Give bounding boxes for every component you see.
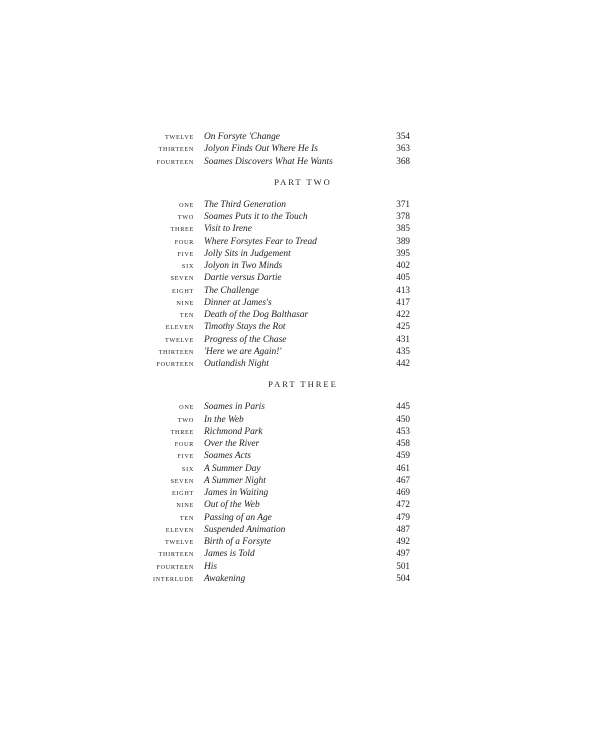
chapter-number: ONE [179,201,194,209]
chapter-number: THIRTEEN [158,146,194,154]
toc-entry[interactable] [150,357,410,369]
chapter-title: Death of the Dog Balthasar [204,310,309,320]
chapter-number: TWO [177,214,194,221]
toc-entry[interactable] [150,271,410,283]
toc-entry[interactable] [150,474,410,486]
chapter-title: Timothy Stays the Rot [204,322,286,333]
toc-entry[interactable] [150,523,410,535]
chapter-number: TEN [179,312,194,319]
toc-entry[interactable] [150,210,410,222]
chapter-title: Soames Discovers What He Wants [204,156,333,167]
chapter-title: Progress of the Chase [204,334,287,345]
toc-entry[interactable] [150,498,410,510]
page-number: 504 [396,572,410,583]
chapter-number: ELEVEN [165,324,194,332]
chapter-title: Birth of a Forsyte [204,537,271,547]
chapter-number: FOUR [174,441,194,448]
toc-entry[interactable] [150,400,410,412]
chapter-number: THREE [170,226,194,234]
page-number: 425 [396,321,410,332]
toc-section-continued [150,130,410,167]
toc-entry[interactable] [150,284,410,296]
page-number: 413 [396,284,410,295]
chapter-number: SEVEN [170,477,194,485]
chapter-title: Jolyon in Two Minds [204,261,283,271]
page-number: 354 [396,131,410,141]
chapter-title: Dartie versus Dartie [204,273,282,284]
page-number: 405 [396,272,410,283]
toc-entry[interactable] [150,222,410,234]
chapter-title: Where Forsytes Fear to Tread [204,236,317,247]
chapter-title: James is Told [204,549,255,560]
chapter-title: Dinner at James's [204,297,272,308]
page-number: 402 [396,260,410,270]
toc-entry[interactable] [150,235,410,247]
page-number: 458 [396,438,410,448]
toc-entry[interactable] [150,486,410,498]
chapter-title: The Third Generation [204,199,286,210]
chapter-title: His [204,561,218,572]
page-number: 450 [396,413,410,424]
toc-entry[interactable] [150,511,410,523]
chapter-title: Out of the Web [204,500,260,511]
part-heading: PART TWO [274,176,332,187]
page-number: 445 [396,401,410,412]
toc-entry[interactable] [150,259,410,271]
chapter-number: THREE [170,428,194,436]
chapter-number: NINE [176,299,194,307]
chapter-title: A Summer Night [204,475,266,486]
page-number: 501 [396,560,410,571]
toc-entry[interactable] [150,308,410,320]
page-number: 435 [396,345,410,356]
page-number: 395 [396,247,410,258]
chapter-title: James in Waiting [204,488,269,498]
page-number: 363 [396,143,410,154]
toc-section-part-three [150,377,410,584]
toc-entry[interactable] [150,345,410,357]
chapter-title: Suspended Animation [204,524,286,535]
chapter-number: INTERLUDE [152,575,194,583]
chapter-number: SIX [181,465,194,473]
page-number: 479 [396,511,410,522]
chapter-title: Over the River [204,439,260,449]
page-number: 389 [396,235,410,246]
toc-section-part-two [150,175,410,370]
chapter-title: A Summer Day [204,463,261,474]
page-number: 417 [396,296,410,307]
toc-entry[interactable] [150,333,410,345]
chapter-number: TEN [179,514,194,522]
page-number: 431 [396,333,410,344]
toc-entry[interactable] [150,130,410,142]
chapter-title: Passing of an Age [204,512,272,523]
chapter-number: ELEVEN [165,526,194,534]
page-number: 459 [396,450,410,461]
toc-entry[interactable] [150,437,410,449]
page-number: 469 [396,487,410,497]
toc-entry[interactable] [150,296,410,308]
chapter-number: FIVE [177,453,194,461]
chapter-number: TWELVE [164,134,194,141]
toc-entry[interactable] [150,462,410,474]
toc-entry[interactable] [150,535,410,547]
page-number: 497 [396,548,410,559]
chapter-number: TWELVE [164,336,194,344]
page-number: 487 [396,523,410,534]
toc-entry[interactable] [150,425,410,437]
page-number: 453 [396,425,410,436]
toc-entry[interactable] [150,142,410,154]
chapter-title: Soames Puts it to the Touch [204,212,308,222]
chapter-title: The Challenge [204,285,259,296]
page-number: 442 [396,358,410,368]
toc-entry[interactable] [150,413,410,425]
chapter-title: 'Here we are Again!' [204,346,282,357]
toc-entry[interactable] [150,572,410,584]
chapter-number: FIVE [177,250,194,258]
page-number: 371 [396,198,410,209]
chapter-number: EIGHT [171,287,194,295]
chapter-number: ONE [179,404,194,412]
chapter-number: SEVEN [170,275,194,283]
page-number: 492 [396,536,410,546]
chapter-title: Richmond Park [204,426,263,437]
chapter-title: Outlandish Night [204,359,269,369]
page-number: 467 [396,474,410,485]
toc-entry[interactable] [150,560,410,572]
toc-entry[interactable] [150,547,410,559]
part-heading: PART THREE [268,379,338,390]
chapter-title: Jolly Sits in Judgement [204,248,291,259]
page-number: 368 [396,155,410,166]
toc-entry[interactable] [150,155,410,167]
chapter-title: Soames in Paris [204,402,265,413]
toc-entry[interactable] [150,198,410,210]
table-of-contents [150,130,410,584]
chapter-number: NINE [176,502,194,510]
chapter-number: FOURTEEN [156,361,194,368]
chapter-title: Awakening [204,573,246,584]
chapter-number: EIGHT [171,490,194,497]
toc-entry[interactable] [150,320,410,332]
chapter-number: SIX [181,263,194,270]
chapter-number: THIRTEEN [158,348,194,356]
chapter-title: Soames Acts [204,451,251,462]
page-number: 472 [396,499,410,510]
page-number: 378 [396,211,410,221]
toc-entry[interactable] [150,449,410,461]
chapter-number: FOURTEEN [156,158,194,166]
chapter-number: FOUR [174,238,194,246]
page-number: 461 [396,462,410,473]
chapter-title: On Forsyte 'Change [204,132,280,142]
chapter-title: Jolyon Finds Out Where He Is [204,144,318,155]
chapter-title: In the Web [204,414,244,425]
chapter-number: TWELVE [164,539,194,546]
chapter-title: Visit to Irene [204,224,252,235]
page-number: 385 [396,223,410,234]
chapter-number: THIRTEEN [158,551,194,559]
chapter-number: FOURTEEN [156,563,194,571]
chapter-number: TWO [177,416,194,424]
page-number: 422 [396,309,410,319]
toc-entry[interactable] [150,247,410,259]
